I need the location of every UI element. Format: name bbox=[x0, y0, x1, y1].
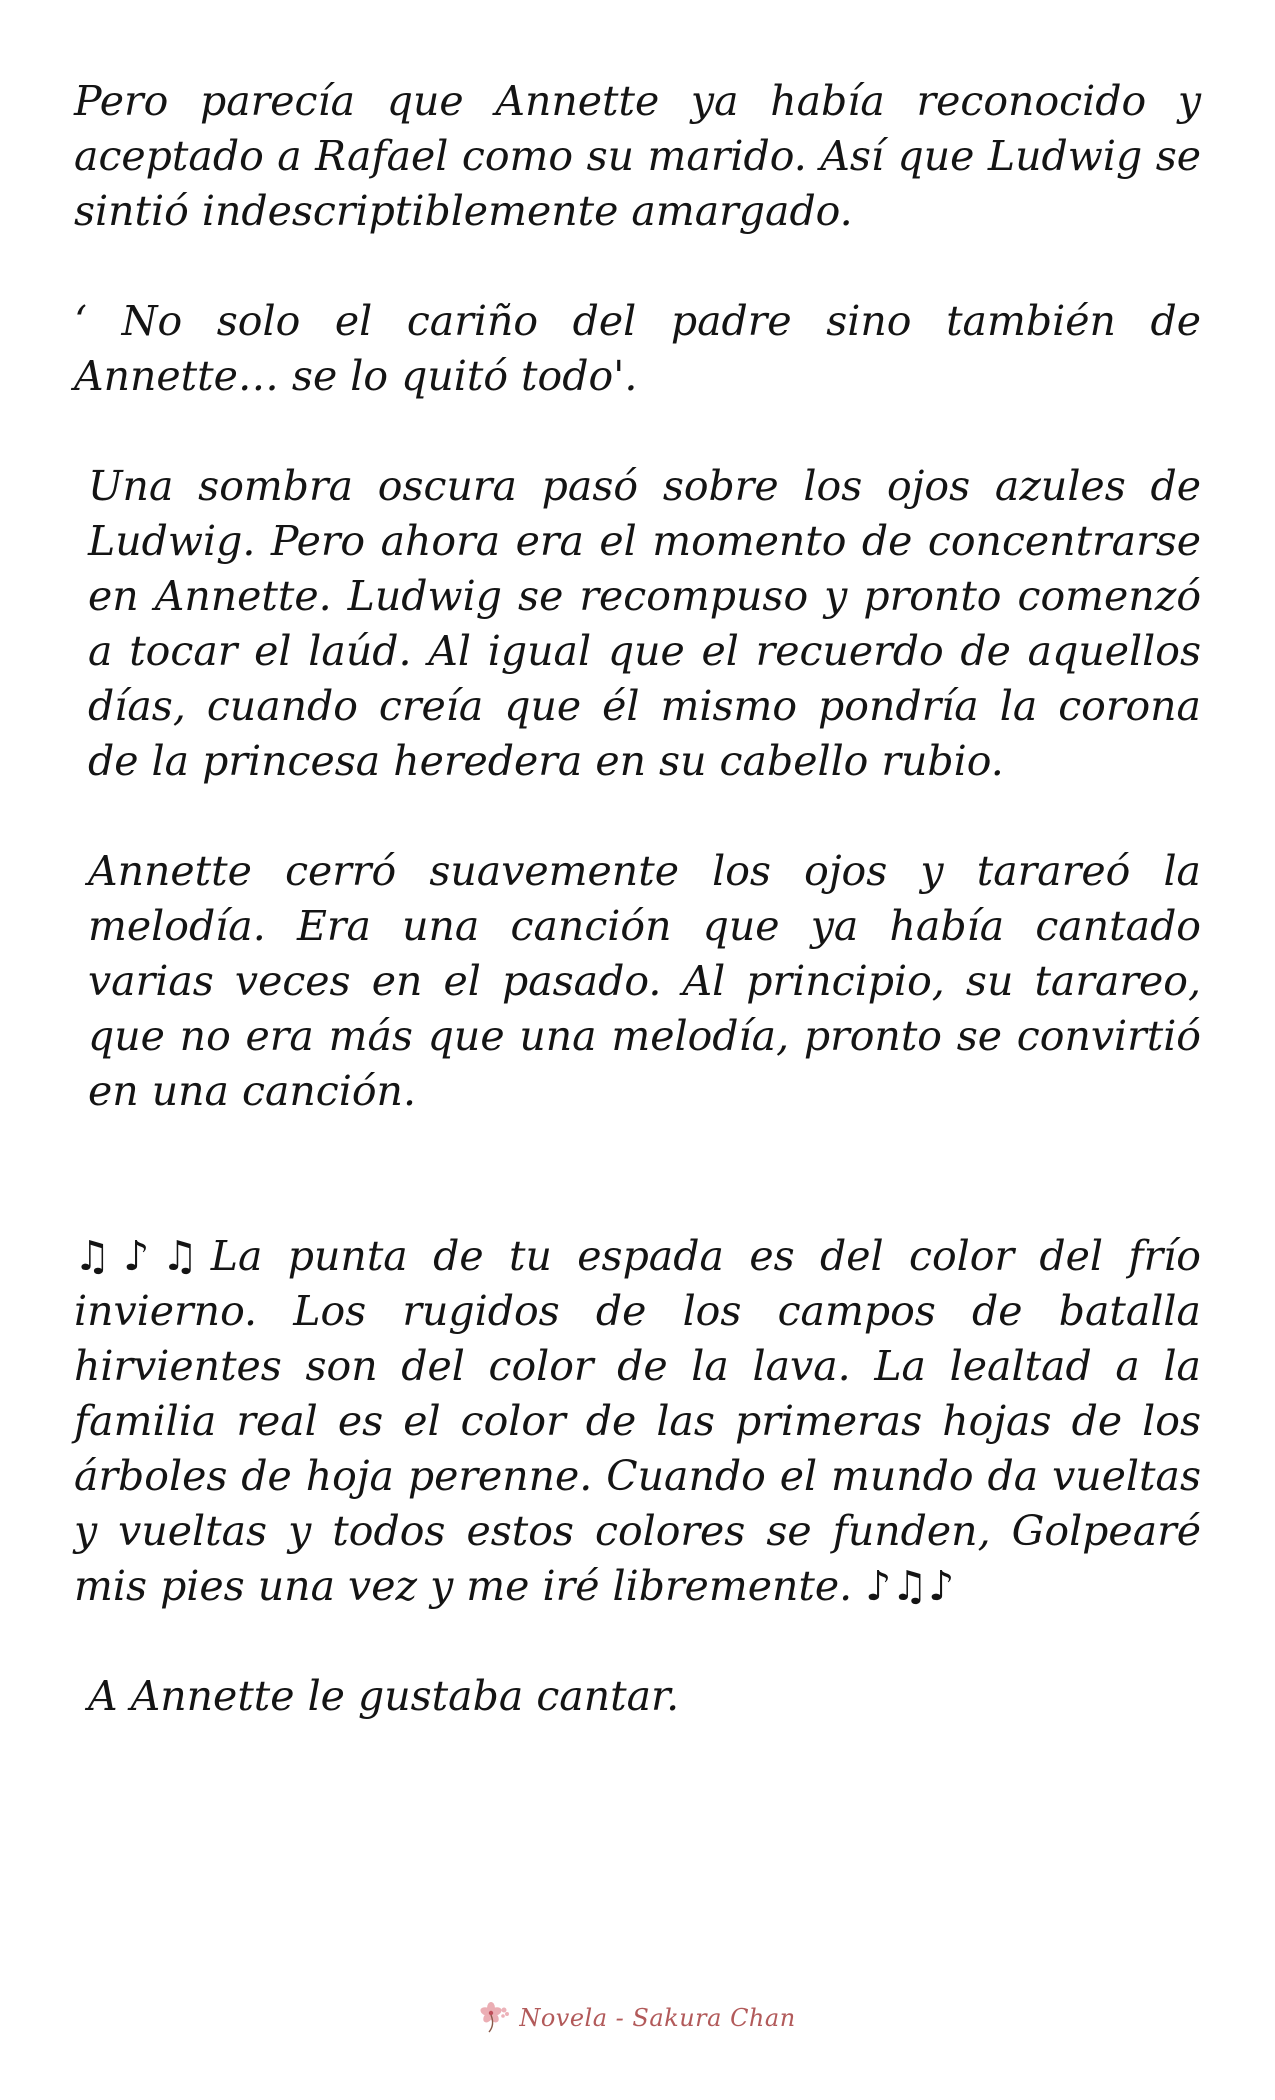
paragraph-2: ‘ No solo el cariño del padre sino también de Annette… se lo quitó todo'. bbox=[74, 297, 1201, 400]
paragraph-spacer bbox=[74, 1119, 1201, 1229]
paragraph-4: Annette cerró suavemente los ojos y tarareó la melodía. Era una canción que ya había cantado varias veces en el pasado. Al principio, su tarareo, que no era más que una melodía, pronto se convirtió en una canción. bbox=[88, 847, 1201, 1115]
watermark bbox=[0, 1998, 1275, 2038]
paragraph-spacer bbox=[74, 789, 1201, 844]
paragraph-6: A Annette le gustaba cantar. bbox=[88, 1672, 680, 1720]
paragraph-1: Pero parecía que Annette ya había reconocido y aceptado a Rafael como su marido. Así que Ludwig se sintió indescriptiblemente amargado. bbox=[74, 77, 1201, 235]
watermark-text: Novela - Sakura Chan bbox=[519, 2004, 796, 2032]
paragraph-3: Una sombra oscura pasó sobre los ojos azules de Ludwig. Pero ahora era el momento de concentrarse en Annette. Ludwig se recompuso y pronto comenzó a tocar el laúd. Al igual que el recuerdo de aquellos días, cuando creía que él mismo pondría la corona de la princesa heredera en su cabello rubio. bbox=[88, 462, 1201, 785]
paragraph-spacer bbox=[74, 239, 1201, 294]
paragraph-spacer bbox=[74, 1614, 1201, 1669]
sakura-flower-icon bbox=[479, 2001, 513, 2035]
paragraph-spacer bbox=[74, 404, 1201, 459]
song-lyrics: ♫♪♫La punta de tu espada es del color del frío invierno. Los rugidos de los campos de batalla hirvientes son del color de la lava. La lealtad a la familia real es el color de las primeras hojas de los árboles de hoja perenne. Cuando el mundo da vueltas y vueltas y todos estos colores se funden, Golpearé mis pies una vez y me iré libremente. ♪♫♪ bbox=[74, 1232, 1201, 1610]
chapter-text bbox=[74, 74, 1201, 1724]
